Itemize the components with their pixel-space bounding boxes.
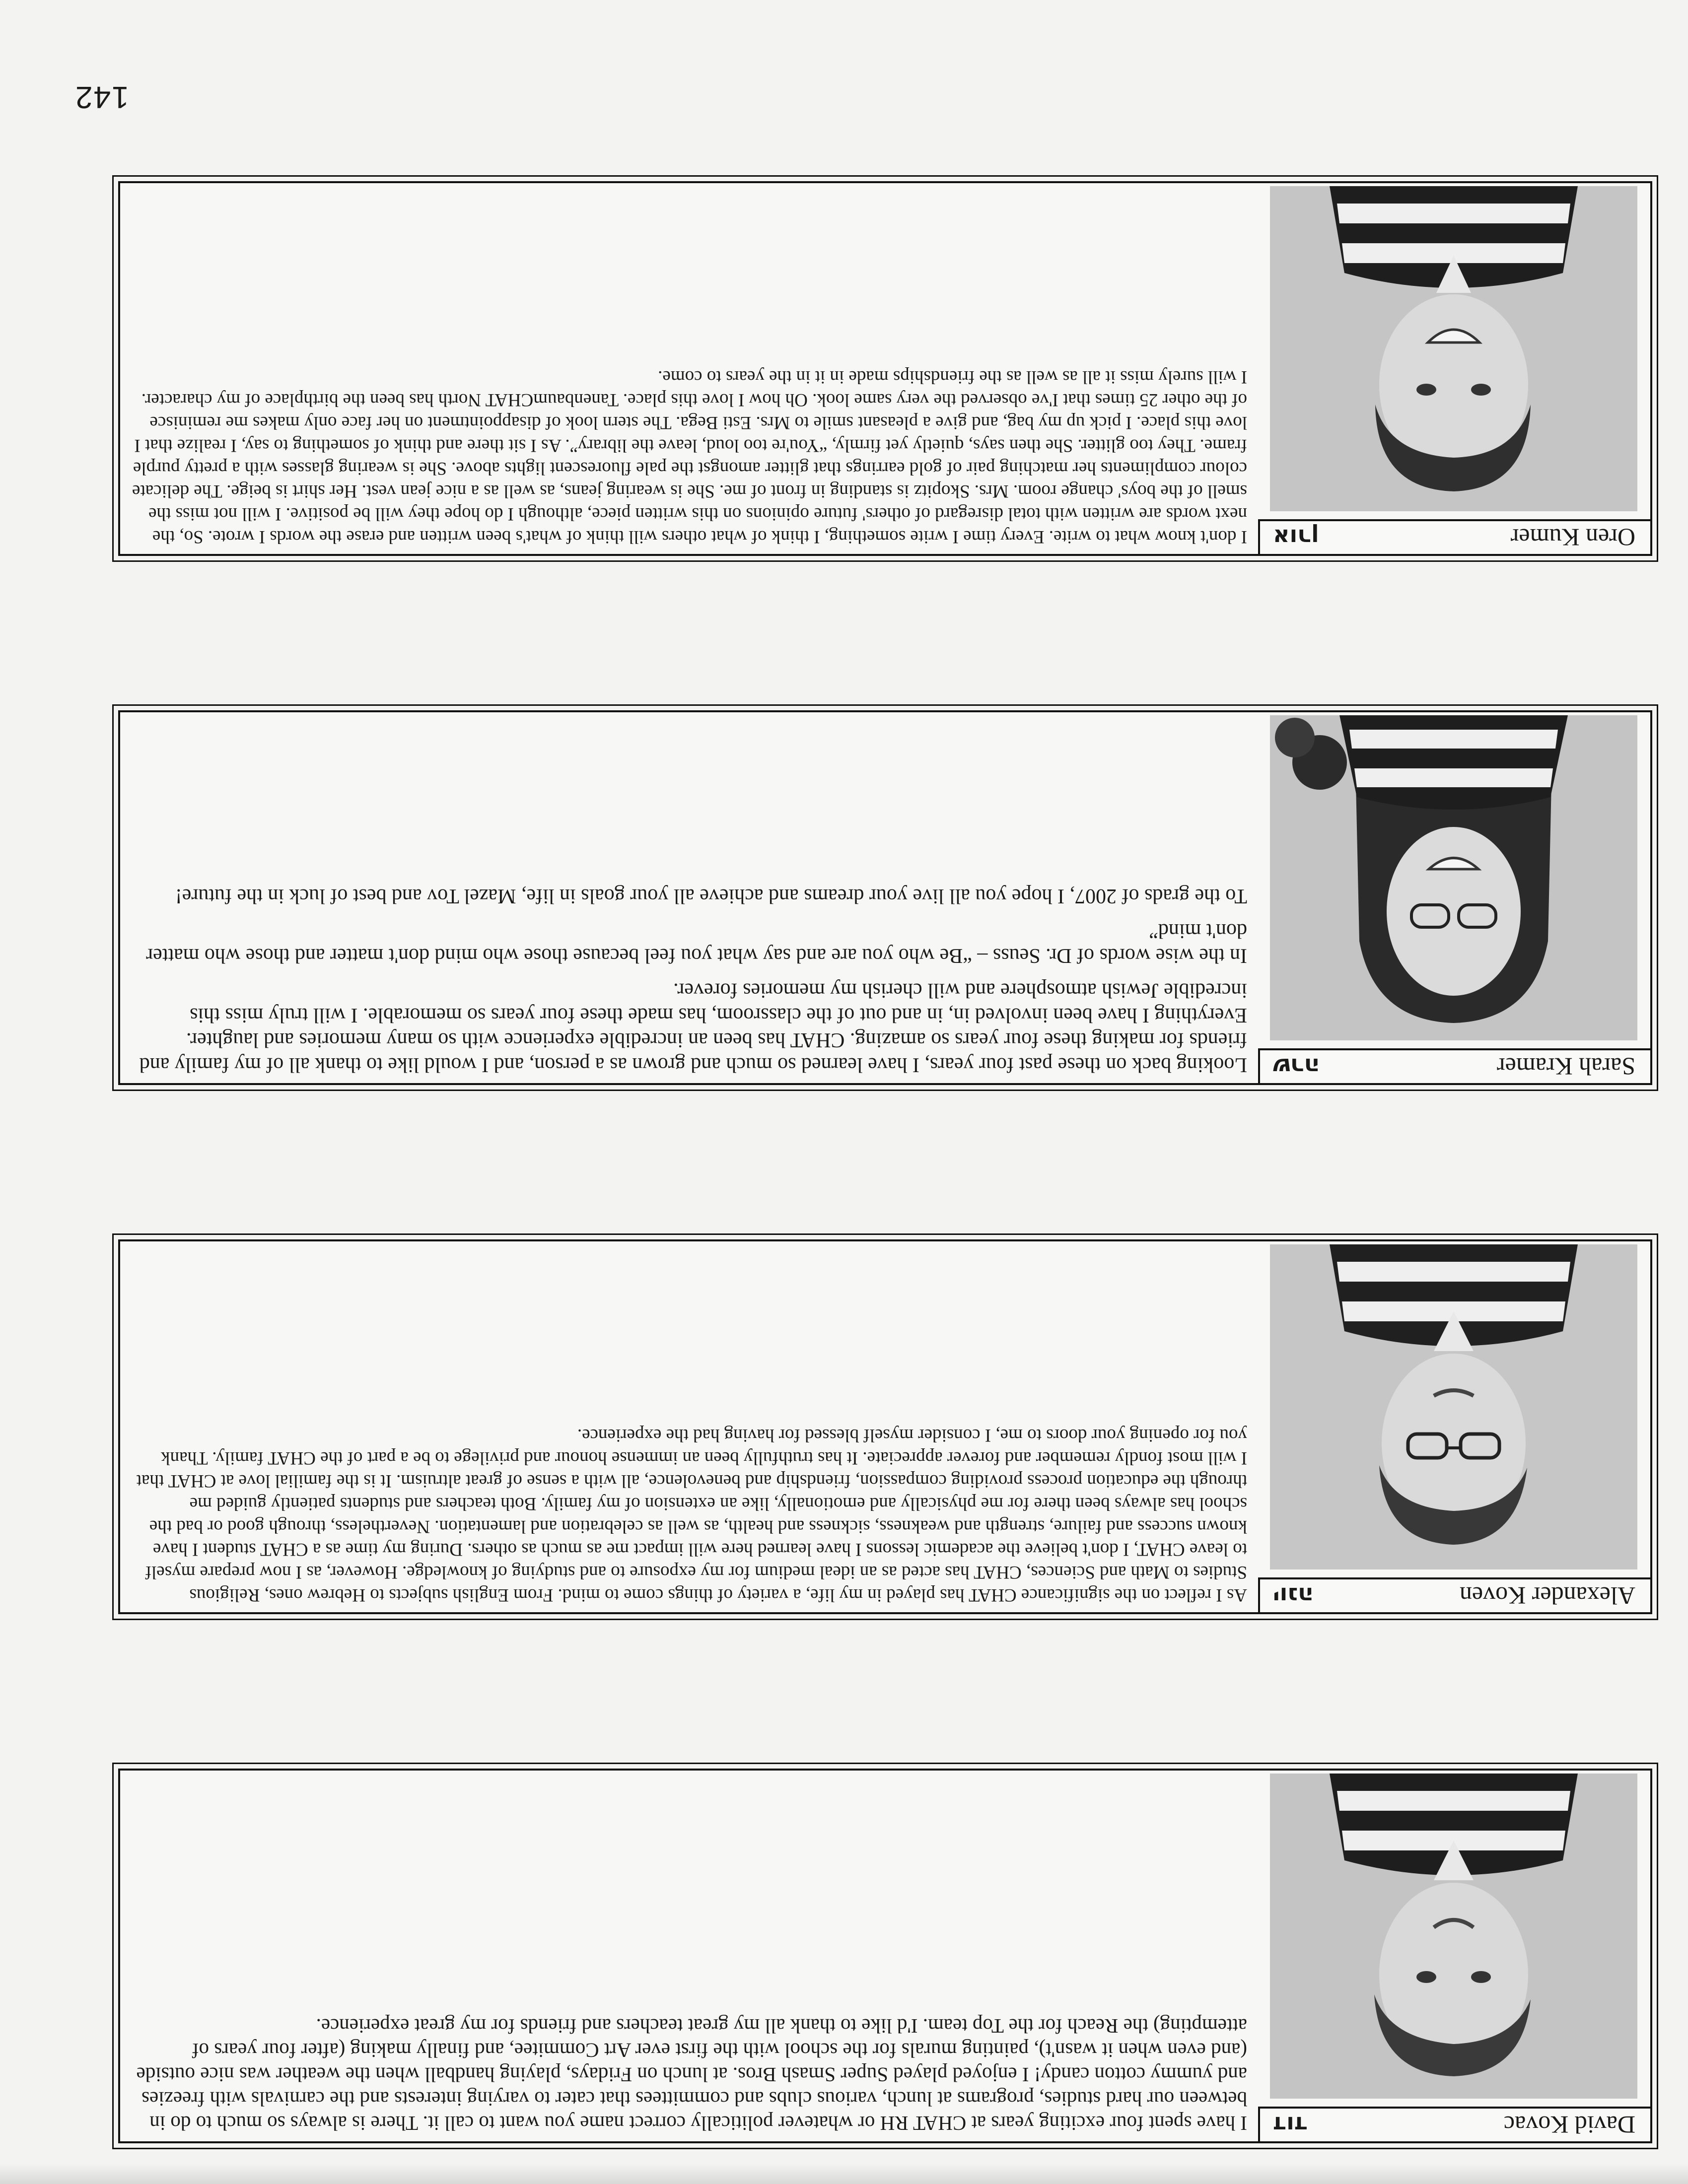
hebrew-name: דוד xyxy=(1273,2112,1308,2138)
student-photo xyxy=(1270,1244,1637,1570)
name-bar xyxy=(1258,519,1650,554)
hebrew-name: יונה xyxy=(1273,1582,1314,1609)
grad-message xyxy=(132,884,1247,1077)
grad-entry-sarah-kramer xyxy=(118,710,1652,1085)
student-name: David Kovac xyxy=(1503,2111,1635,2139)
name-bar xyxy=(1258,2107,1650,2141)
student-name: Sarah Kramer xyxy=(1496,1053,1635,1081)
student-photo xyxy=(1270,1774,1637,2099)
message-paragraph: I have spent four exciting years at CHAT RH or whatever politically correct name you want to call it. There is always so much to do in between our hard studies, programs at lunch, various clubs and committees that cater to varying interests and the carnivals with freezies and yummy cotton candy! I enjoyed played Super Smash Bros. at lunch on Fridays, playing handball when the weather was nice outside (and even when it wasn't), painting murals for the school with the first ever Art Commitee, and finally making (after four years of attempting) the Reach for the Top team. I'd like to thank all my great teachers and friends for my great experience. xyxy=(136,2015,1247,2135)
hebrew-name: שרה xyxy=(1273,1053,1320,1080)
student-photo xyxy=(1270,186,1637,511)
grad-message xyxy=(132,1424,1247,1606)
message-paragraph: In the wise words of Dr. Seuss – “Be who you are and say what you feel because those who mind don't matter and those who matter don't mind” xyxy=(146,919,1247,967)
message-paragraph: To the grads of 2007, I hope you all live your dreams and achieve all your goals in life, Mazel Tov and best of luck in the future! xyxy=(175,885,1247,907)
grad-entry-alexander-koven xyxy=(118,1239,1652,1614)
message-paragraph: I don't know what to write. Every time I write something, I think of what others will think of what's been written and erase the words I wrote. So, the next words are written with total disregard of others' future opinions on this written piece, although I do hope they will be positive. I will not miss the smell of the boys' change room. Mrs. Skopitz is standing in front of me. She is wearing jeans, as well as a nice jean vest. Her shirt is beige. The delicate colour compliments her matching pair of gold earrings that glitter amongst the pale fluorescent lights above. She is wearing glasses with a pretty purple frame. They too glitter. She then says, quietly yet firmly, “You're too loud, leave the library”. As I sit there and think of something to say, I realize that I love this place. I pick up my bag, and give a pleasant smile to Mrs. Esti Bega. The stern look of disappointment on her face only makes me reminisce of the other 25 times that I've observed the very same look. Oh how I love this place. TanenbaumCHAT North has been the birthplace of my character. I will surely miss it all as well as the friendships made in it in the years to come. xyxy=(132,367,1247,547)
student-name: Oren Kumer xyxy=(1510,524,1635,551)
grad-entry-oren-kumer xyxy=(118,181,1652,556)
grad-message xyxy=(132,2014,1247,2135)
message-paragraph: As I reflect on the significance CHAT has played in my life, a variety of things come to mind. From English subjects to Hebrew ones, Religious Studies to Math and Sciences, CHAT has acted as an ideal medium for my exposure to and studying of knowledge. However, as I now prepare myself to leave CHAT, I don't believe the academic lessons I have learned here will impact me as much as others. During my time as a CHAT student I have known success and failure, strength and weakness, sickness and health, as well as celebration and lamentation. Nevertheless, through good or bad the school has always been there for me physically and emotionally, like an extension of my family. Both teachers and students patiently guided me through the education process providing compassion, friendship and benevolence, all with a sense of great altruism. It is the familial love at CHAT that I will most fondly remember and forever appreciate. It has truthfully been an immense honour and privilege to be a part of the CHAT family. Thank you for opening your doors to me, I consider myself blessed for having had the experience. xyxy=(136,1425,1247,1605)
name-bar xyxy=(1258,1048,1650,1083)
student-name: Alexander Koven xyxy=(1459,1582,1635,1610)
hebrew-name: אורן xyxy=(1273,524,1319,551)
grad-entry-david-kovac xyxy=(118,1769,1652,2143)
grad-message xyxy=(132,365,1247,548)
message-paragraph: Looking back on these past four years, I have learned so much and grown as a person, and I would like to thank all of my family and friends for making these four years so amazing. CHAT has been an incredible experience with so many memories and laughter. Everything I have been involved in, in and out of the classroom, has made these four years so memorable. I will truly miss this incredible Jewish atmosphere and will cherish my memories forever. xyxy=(139,979,1247,1076)
page-number: 142 xyxy=(74,80,129,114)
student-photo xyxy=(1270,715,1637,1040)
name-bar xyxy=(1258,1577,1650,1612)
